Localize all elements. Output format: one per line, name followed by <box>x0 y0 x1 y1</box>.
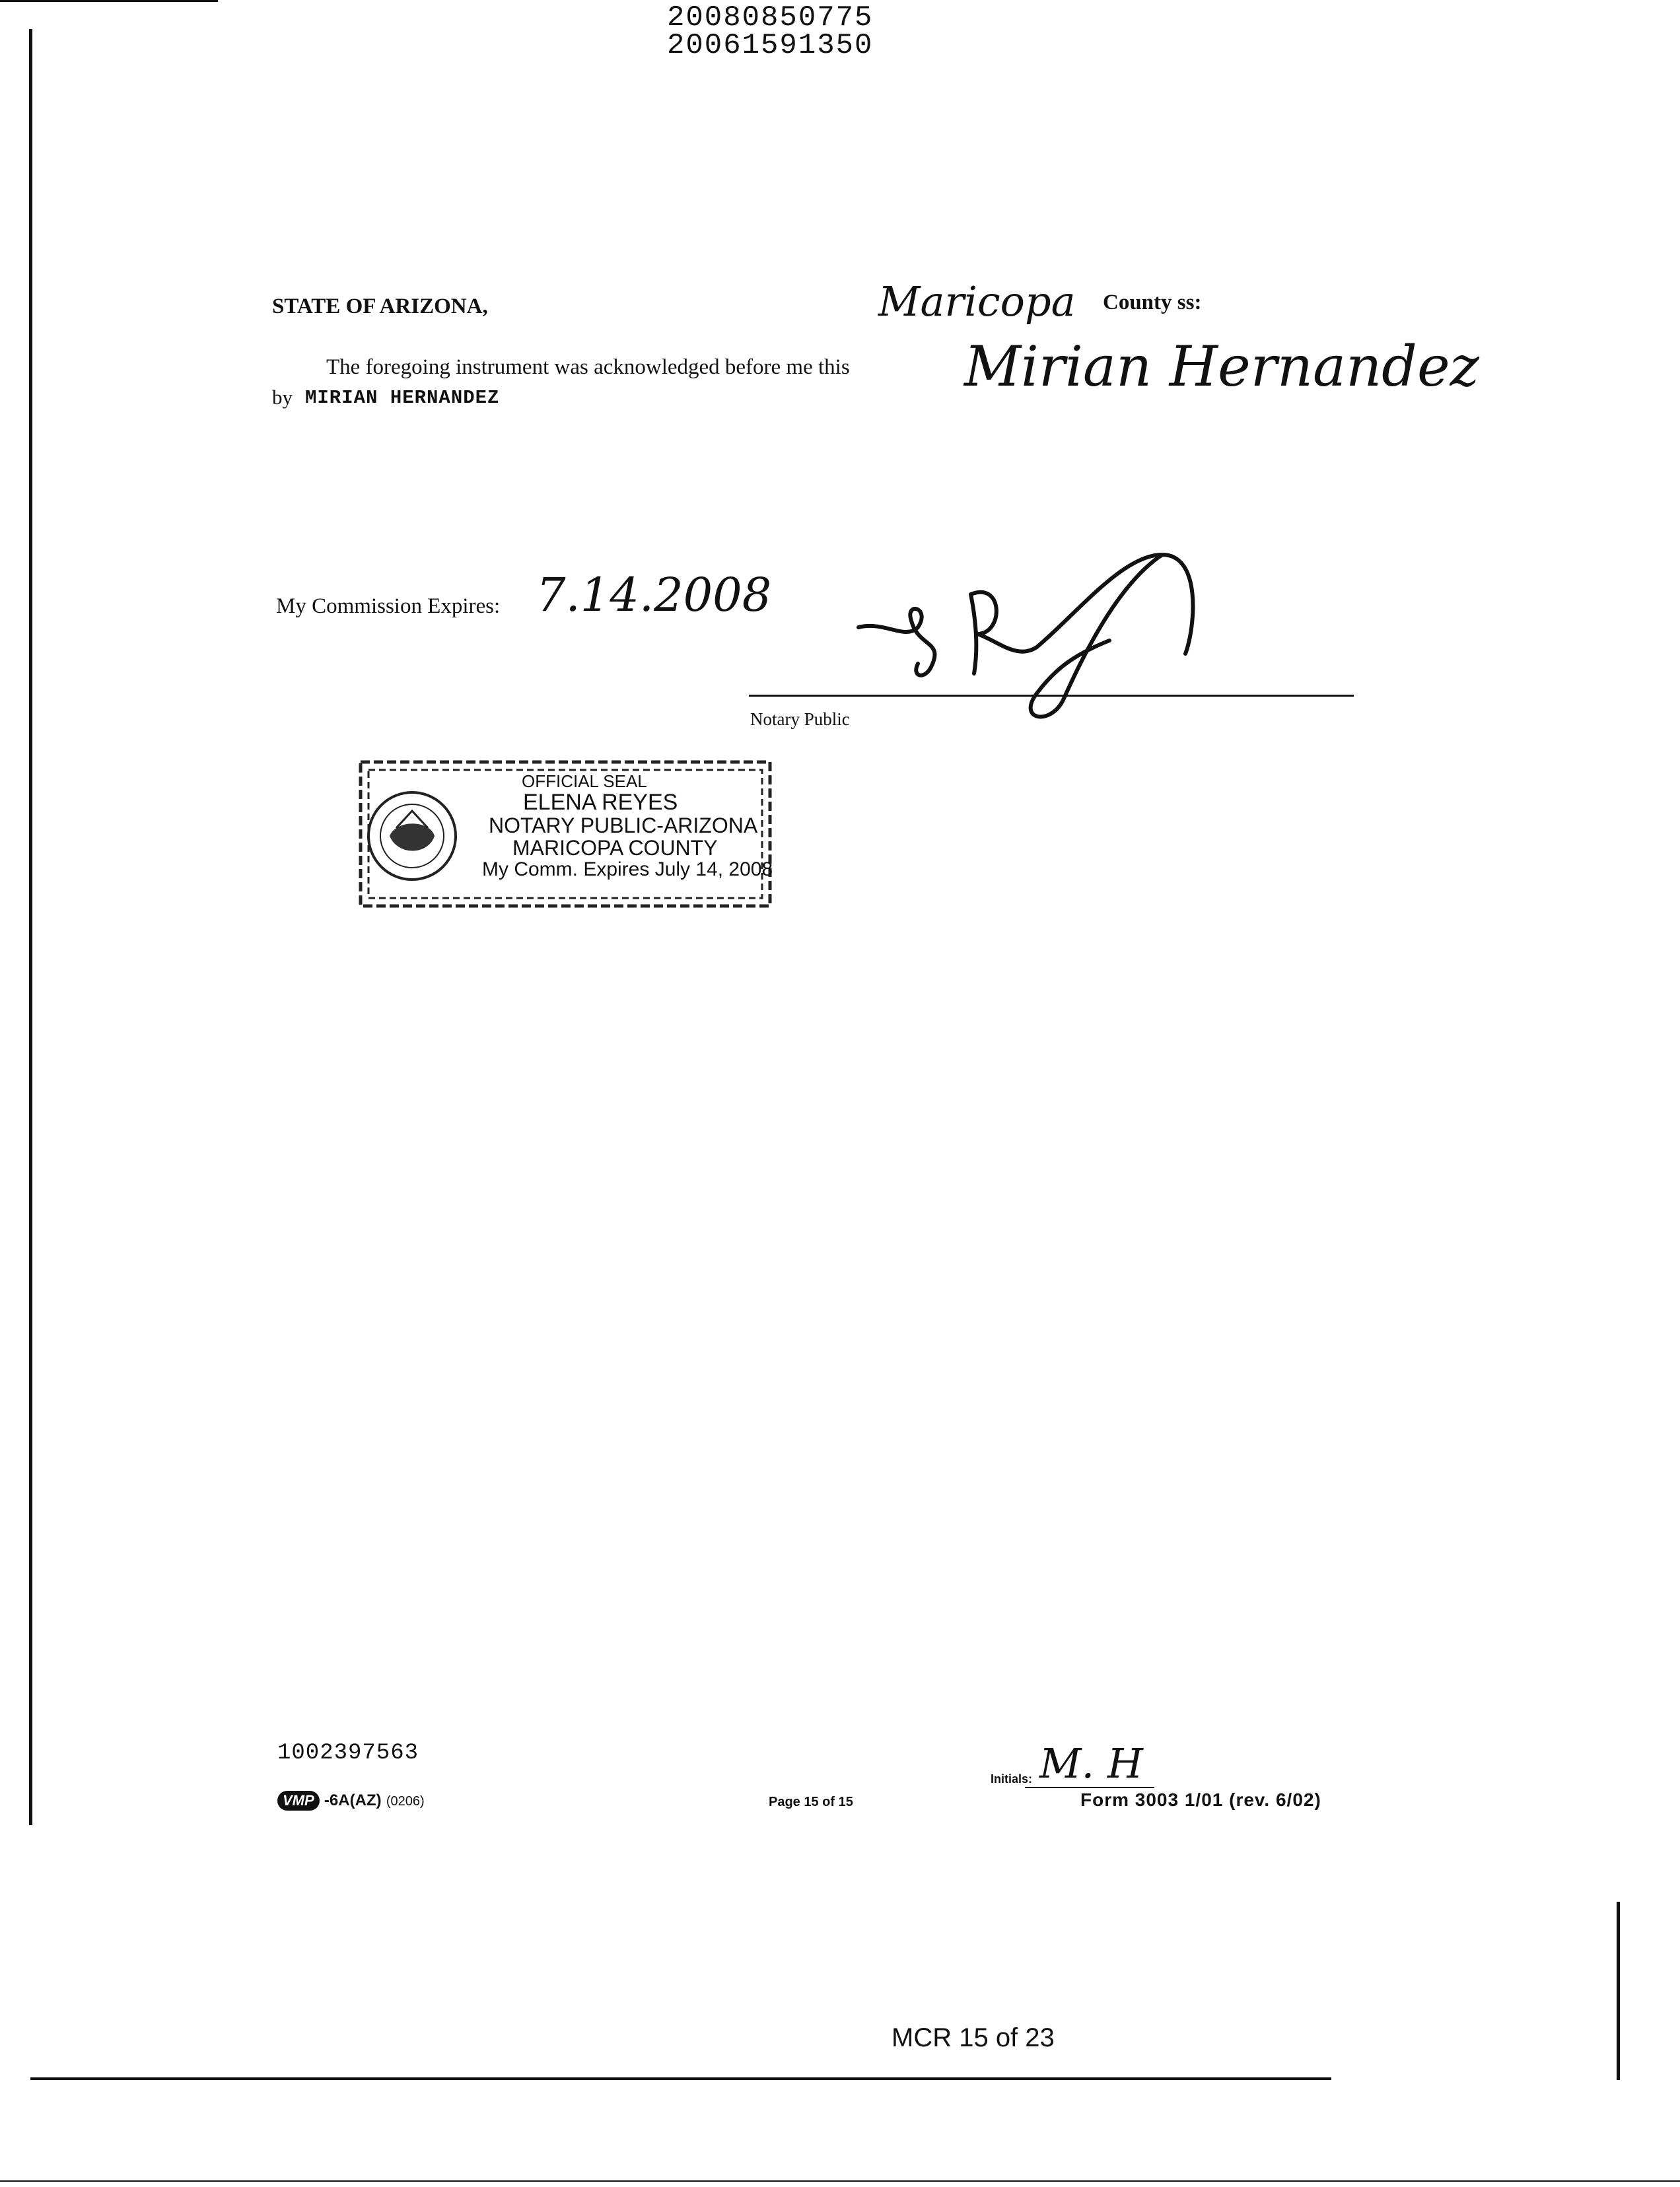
seal-line-5: My Comm. Expires July 14, 2008 <box>482 858 773 880</box>
recording-number-1: 20080850775 <box>667 1 874 34</box>
acknowledged-text: The foregoing instrument was acknowledged before me this <box>326 355 850 379</box>
vmp-logo: VMP <box>277 1791 320 1811</box>
state-label: STATE OF ARIZONA, <box>272 295 488 318</box>
scan-top-rule <box>0 0 218 2</box>
seal-line-4: MARICOPA COUNTY <box>512 836 718 860</box>
form-code-date: (0206) <box>386 1794 425 1809</box>
by-prefix: by <box>272 386 293 409</box>
scan-very-bottom-rule <box>0 2180 1680 2182</box>
form-info: Form 3003 1/01 (rev. 6/02) <box>1080 1789 1321 1810</box>
county-handwritten: Maricopa <box>878 277 1076 326</box>
notary-signature <box>845 541 1215 733</box>
loan-number: 1002397563 <box>277 1741 419 1766</box>
commission-expires-label: My Commission Expires: <box>276 594 501 618</box>
scan-right-rule <box>1617 1902 1620 2080</box>
notary-seal-stamp <box>357 757 777 913</box>
page-number: Page 15 of 15 <box>769 1795 853 1809</box>
notary-signature-line <box>749 695 1354 697</box>
scan-left-rule <box>29 29 32 1825</box>
seal-line-2: ELENA REYES <box>523 790 678 815</box>
commission-date-handwritten: 7.14.2008 <box>536 568 772 622</box>
county-label: County ss: <box>1103 291 1202 314</box>
initials-label: Initials: <box>991 1772 1033 1786</box>
by-name: MIRIAN HERNANDEZ <box>305 387 500 409</box>
scan-bottom-rule <box>30 2077 1331 2080</box>
initials-handwritten: M. H <box>1039 1739 1143 1788</box>
form-code: -6A(AZ) <box>324 1791 382 1809</box>
acknowledged-handwritten-name: Mirian Hernandez <box>964 334 1479 399</box>
notary-public-label: Notary Public <box>750 709 850 729</box>
form-code-block <box>277 1789 425 1811</box>
seal-line-1: OFFICIAL SEAL <box>522 771 647 791</box>
recording-number-2: 20061591350 <box>667 29 874 62</box>
seal-line-3: NOTARY PUBLIC-ARIZONA <box>489 814 758 837</box>
mcr-page-indicator: MCR 15 of 23 <box>892 2023 1055 2052</box>
